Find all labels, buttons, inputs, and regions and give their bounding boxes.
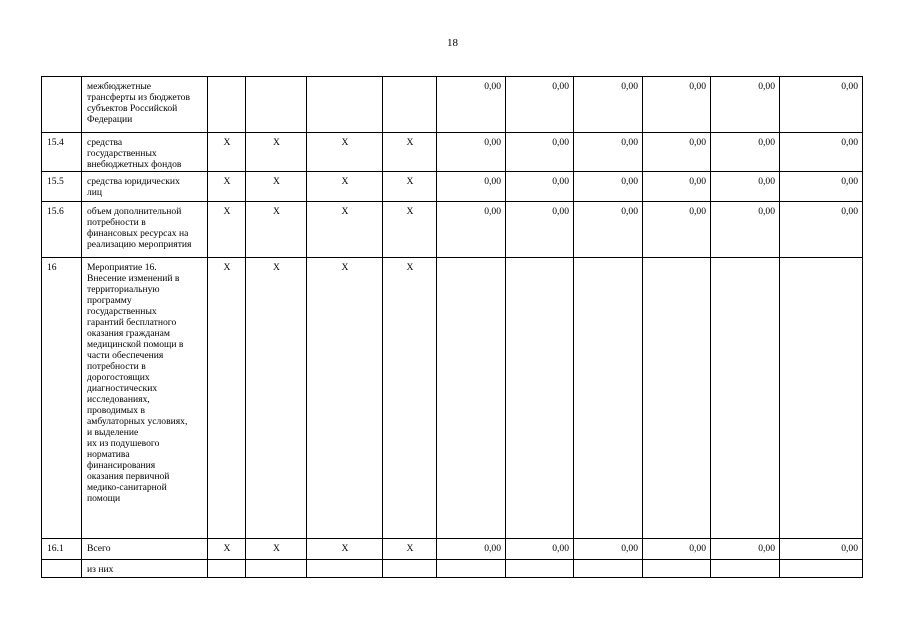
mark-cell — [208, 560, 246, 578]
mark-cell: Х — [307, 172, 383, 202]
mark-cell: Х — [307, 202, 383, 258]
mark-cell: Х — [246, 202, 307, 258]
mark-cell: Х — [307, 258, 383, 539]
description-line: диагностических — [87, 383, 158, 394]
value-cell: 0,00 — [437, 202, 506, 258]
description-line: помощи — [87, 493, 121, 504]
row-description-cell — [82, 202, 208, 258]
value-cell: 0,00 — [780, 539, 863, 560]
table-row — [42, 133, 863, 172]
description-line: медико-санитарной — [87, 482, 167, 493]
table-row — [42, 560, 863, 578]
page-number: 18 — [447, 37, 458, 49]
description-line: амбулаторных условиях, — [87, 416, 188, 427]
description-line: оказания первичной — [87, 471, 170, 482]
value-cell: 0,00 — [780, 77, 863, 133]
description-line: потребности в — [87, 217, 146, 228]
value-cell: 0,00 — [780, 172, 863, 202]
mark-cell — [383, 77, 437, 133]
description-line: Мероприятие 16. — [87, 262, 157, 273]
table-row — [42, 258, 863, 539]
row-description-cell — [82, 172, 208, 202]
description-line: межбюджетные — [87, 81, 152, 92]
mark-cell: Х — [208, 539, 246, 560]
mark-cell: Х — [307, 539, 383, 560]
value-cell — [506, 560, 574, 578]
mark-cell: Х — [383, 258, 437, 539]
value-cell: 0,00 — [780, 133, 863, 172]
mark-cell — [246, 560, 307, 578]
value-cell: 0,00 — [711, 202, 780, 258]
description-line: потребности в — [87, 361, 146, 372]
value-cell — [574, 258, 643, 539]
value-cell — [437, 258, 506, 539]
mark-cell: Х — [383, 202, 437, 258]
value-cell: 0,00 — [780, 202, 863, 258]
mark-cell — [307, 560, 383, 578]
description-line: средства — [87, 137, 123, 148]
mark-cell: Х — [383, 172, 437, 202]
row-description-cell — [82, 560, 208, 578]
value-cell: 0,00 — [506, 539, 574, 560]
value-cell: 0,00 — [574, 539, 643, 560]
description-line: территориальную — [87, 284, 160, 295]
value-cell: 0,00 — [643, 133, 711, 172]
value-cell: 0,00 — [574, 133, 643, 172]
mark-cell: Х — [307, 133, 383, 172]
description-line: средства юридических — [87, 176, 180, 187]
description-line: Федерации — [87, 114, 133, 125]
description-line: исследованиях, — [87, 394, 150, 405]
value-cell — [506, 258, 574, 539]
mark-cell: Х — [208, 172, 246, 202]
description-line: трансферты из бюджетов — [87, 92, 190, 103]
description-line: государственных — [87, 306, 157, 317]
description-line: финансовых ресурсах на — [87, 228, 189, 239]
description-line: их из подушевого — [87, 438, 160, 449]
description-line: из них — [87, 564, 114, 575]
value-cell: 0,00 — [506, 77, 574, 133]
table-row — [42, 77, 863, 133]
description-line: финансирования — [87, 460, 156, 471]
value-cell: 0,00 — [506, 172, 574, 202]
table-row — [42, 202, 863, 258]
description-line: части обеспечения — [87, 350, 164, 361]
description-line: программу — [87, 295, 132, 306]
description-line: внебюджетных фондов — [87, 159, 182, 170]
value-cell — [780, 560, 863, 578]
value-cell: 0,00 — [437, 77, 506, 133]
row-code-cell — [42, 560, 82, 578]
value-cell: 0,00 — [643, 539, 711, 560]
row-code-cell: 15.4 — [42, 133, 82, 172]
value-cell: 0,00 — [574, 77, 643, 133]
row-description-cell — [82, 258, 208, 539]
row-code-cell: 16 — [42, 258, 82, 539]
mark-cell — [307, 77, 383, 133]
table-row — [42, 172, 863, 202]
description-line: лиц — [87, 187, 103, 198]
description-line: норматива — [87, 449, 130, 460]
row-code-cell: 15.5 — [42, 172, 82, 202]
value-cell: 0,00 — [711, 77, 780, 133]
table-row — [42, 539, 863, 560]
description-line: дорогостоящих — [87, 372, 150, 383]
value-cell — [437, 560, 506, 578]
mark-cell — [246, 77, 307, 133]
value-cell — [643, 560, 711, 578]
mark-cell: Х — [246, 539, 307, 560]
description-line: гарантий бесплатного — [87, 317, 177, 328]
value-cell: 0,00 — [506, 133, 574, 172]
mark-cell — [208, 77, 246, 133]
mark-cell: Х — [383, 539, 437, 560]
description-line: объем дополнительной — [87, 206, 182, 217]
value-cell: 0,00 — [437, 539, 506, 560]
value-cell — [574, 560, 643, 578]
description-line: медицинской помощи в — [87, 339, 184, 350]
budget-table — [41, 76, 863, 578]
value-cell: 0,00 — [643, 172, 711, 202]
mark-cell — [383, 560, 437, 578]
value-cell: 0,00 — [574, 172, 643, 202]
mark-cell: Х — [246, 172, 307, 202]
value-cell: 0,00 — [437, 172, 506, 202]
description-line: и выделение — [87, 427, 139, 438]
value-cell: 0,00 — [711, 172, 780, 202]
description-line: Внесение изменений в — [87, 273, 180, 284]
mark-cell: Х — [246, 258, 307, 539]
mark-cell: Х — [208, 202, 246, 258]
row-description-cell — [82, 77, 208, 133]
value-cell — [643, 258, 711, 539]
value-cell: 0,00 — [437, 133, 506, 172]
row-code-cell — [42, 77, 82, 133]
description-line: оказания гражданам — [87, 328, 170, 339]
value-cell: 0,00 — [574, 202, 643, 258]
mark-cell: Х — [383, 133, 437, 172]
description-line: проводимых в — [87, 405, 145, 416]
mark-cell: Х — [208, 133, 246, 172]
value-cell — [711, 258, 780, 539]
description-line: государственных — [87, 148, 157, 159]
value-cell — [780, 258, 863, 539]
value-cell: 0,00 — [643, 77, 711, 133]
mark-cell: Х — [208, 258, 246, 539]
value-cell: 0,00 — [506, 202, 574, 258]
value-cell: 0,00 — [711, 133, 780, 172]
description-line: Всего — [87, 543, 111, 554]
row-description-cell — [82, 539, 208, 560]
value-cell: 0,00 — [711, 539, 780, 560]
description-line: субъектов Российской — [87, 103, 178, 114]
row-code-cell: 16.1 — [42, 539, 82, 560]
mark-cell: Х — [246, 133, 307, 172]
value-cell: 0,00 — [643, 202, 711, 258]
description-line: реализацию мероприятия — [87, 239, 192, 250]
value-cell — [711, 560, 780, 578]
row-code-cell: 15.6 — [42, 202, 82, 258]
row-description-cell — [82, 133, 208, 172]
